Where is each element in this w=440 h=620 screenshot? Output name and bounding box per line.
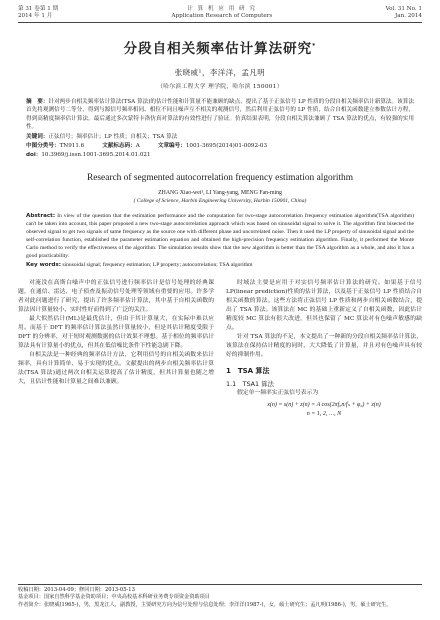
header-rule — [18, 22, 422, 23]
volume-issue-cn: 第 31 卷第 1 期 — [18, 6, 59, 12]
body-left-column — [18, 279, 214, 419]
keywords-cn-label: 关键词： — [26, 133, 49, 140]
body-paragraph: 对淹没在高斯白噪声中的正弦信号进行频率估计是信号处理的经典课题，在通信、雷达、电子侦查及振动信号处理等领域有重要的应用。许多学者对此问题进行了研究，提出了许多频率估计算法，其中基于自相关函数的算法因计算量较小、实时性好而得到了广泛的关注。 — [18, 279, 214, 313]
title-footnote-mark: * — [312, 42, 317, 50]
keywords-en — [26, 261, 414, 269]
keywords-cn-text: 正弦信号；频率估计；LP 性质；自相关；TSA 算法 — [48, 133, 178, 140]
date-cn: 2014 年 1 月 — [18, 13, 53, 19]
authors-en: ZHANG Xiao-wei¹, LI Yang-yang, MENG Fan-ming — [158, 189, 282, 196]
article-no-value: 1001-3695(2014)01-0092-03 — [185, 142, 268, 149]
running-header — [18, 6, 422, 20]
keywords-en-label: Key words: — [26, 261, 61, 268]
journal-name-en: Application Research of Computers — [171, 13, 273, 19]
doi-value: 10.3969/j.issn.1001-3695.2014.01.021 — [41, 151, 151, 158]
body-paragraph: 针对 TSA 算法的不足，本文提出了一种新的分段自相关频率估计算法，该算法在保持估计精度的同时，大大降低了计算量，并且对有色噪声具有较好的抑制作用。 — [226, 333, 422, 358]
paper-title-text: 分段自相关频率估计算法研究 — [123, 41, 313, 57]
keywords-en-text: sinusoidal signal; frequency estimation; LP property; autocorrelation; TSA algorithm — [62, 261, 253, 268]
body-paragraph: 自相关法是一种经典的频率估计方法，它利用信号的自相关函数来估计频率，具有计算简单、易于实现的优点。文献提出的两步自相关频率估计算法(TSA 算法)通过两次自相关运算提高了估计精度，但其计算量也随之增大，且估计性能和计算量之间难以兼顾。 — [18, 351, 214, 385]
doi-label: doi： — [26, 151, 42, 158]
paper-title-en: Research of segmented autocorrelation frequency estimation algorithm — [86, 172, 354, 183]
abstract-cn-label: 摘 要： — [26, 99, 49, 105]
header-center — [58, 6, 385, 20]
doc-code-field — [102, 142, 140, 150]
header-left — [18, 6, 58, 20]
fund-info: 基金项目：国家自然科学基金资助项目；中央高校基本科研业务费专项资金资助项目 — [18, 594, 210, 601]
clc-label: 中图分类号： — [26, 142, 60, 149]
classification-row — [26, 142, 414, 150]
section-heading: 1 TSA 算法 — [226, 366, 270, 375]
volume-issue-en: Vol. 31 No. 1 — [385, 6, 422, 12]
date-en: Jan. 2014 — [395, 13, 422, 19]
body-paragraph: 时域法主要是应用于对实信号频率估计算法的研究。如果基于信号LP(linear prediction)性质的估计算法，以及基于正弦信号 LP 性质结合自相关函数的算法。这些方法将正弦信号 LP 性质和两步自相关函数结合，提出了 TSA 算法。该算法在 MC 的基础上重新定义了自相关函数，因此估计精度较 MC 算法有很大改进，但其也保留了 MC 算法对有色噪声敏感的缺点。 — [226, 279, 422, 331]
article-no-field — [158, 142, 267, 150]
body-right-column — [226, 279, 422, 419]
abstract-cn-text: 针对两步自相关频率估计算法(TSA 算法)的估计性能和计算量不能兼顾的缺点，提出了基于正弦信号 LP 性质的分段自相关频率估计新算法。该算法首先将观测信号二等分，得到与源信号频率相同、相位不同且噪声互不相关的观测信号，然后利用正弦信号的 LP 性质，结合自相关函数建立参数估计方程，得到高精度频率估计算法。最后通过多次蒙特卡洛仿真对算法的有效性进行了验证。仿真结果表明，分段自相关算法兼顾了 TSA 算法的优点，有较强的实用性。 — [26, 99, 414, 131]
journal-name-cn: 计 算 机 应 用 研 究 — [187, 6, 257, 12]
body-paragraph: 最大似然估计(ML)是最优估计，但由于其计算量大，在实际中难以应用。而基于 DFT 的频率估计算法虽然计算量较小，但是其估计精度受限于 DFT 的分辨率，对于短时观测数据的估计效果不理想。基于相位的频率估计算法具有计算量小的优点，但其在低信噪比条件下性能急剧下降。 — [18, 315, 214, 349]
authors-cn: 张晓威¹，李洋洋，孟凡明 — [174, 68, 266, 77]
abstract-en-text: In view of the question that the estimation performance and the computation for two-stage autocorrelation frequency estimation algorithm(TSA algorithm) can't be taken into account, this paper proposed a new two-stage autocorrelation approach which was based on sinusoidal signal to solve it. The algorithm first bisected the observed signal to get two signals of same frequency as the source one with different phase and uncorrelated noise. Then it used the LP property of sinusoidal signal and the self-correlation function, established the parameter estimation equation and obtained the high-precision frequency estimation algorithm. Finally, it performed the Monte Carlo method to verify the effectiveness of the algorithm. The simulation results show that the new algorithm is better than the TSA algorithm as a whole, and also it has a good practicability. — [26, 212, 414, 259]
received-date: 收稿日期：2013-04-09；修回日期：2013-05-13 — [18, 587, 135, 593]
clc-field — [26, 142, 84, 150]
body-columns — [18, 279, 422, 419]
paper-title — [18, 37, 422, 57]
header-right — [386, 6, 422, 20]
author-bio: 作者简介：张晓威(1965-)，男，黑龙江人，副教授，主要研究方向为信号处理与信息处理；李洋洋(1987-)，女，硕士研究生；孟凡明(1986-)，男，硕士研究生。 — [18, 601, 392, 608]
keywords-cn — [26, 133, 414, 141]
doc-code-label: 文献标志码： — [102, 142, 136, 149]
doi-row — [26, 151, 414, 159]
signal-model-text: 假定单一频率实正弦信号表示为 — [237, 389, 319, 396]
abstract-en-label: Abstract: — [26, 212, 56, 219]
abstract-en — [26, 212, 414, 260]
subsection-heading: 1.1 TSA1 算法 — [226, 379, 274, 388]
doc-code-value: A — [135, 142, 140, 149]
article-no-label: 文章编号： — [157, 142, 186, 149]
equation-condition: n = 1, 2, …, N — [306, 410, 342, 417]
signal-equation: x(n) = s(n) + z(n) = A cos(2πf₀n/fₛ + φ₀) + z(n) — [267, 401, 381, 408]
affiliation-en: ( College of Science, Harbin Engineering University, Harbin 150001, China) — [133, 197, 307, 204]
footnote — [18, 584, 422, 609]
abstract-cn — [26, 98, 414, 132]
affiliation-cn: （哈尔滨工程大学 理学院，哈尔滨 150001） — [157, 84, 283, 90]
clc-value: TN911.6 — [59, 142, 85, 149]
